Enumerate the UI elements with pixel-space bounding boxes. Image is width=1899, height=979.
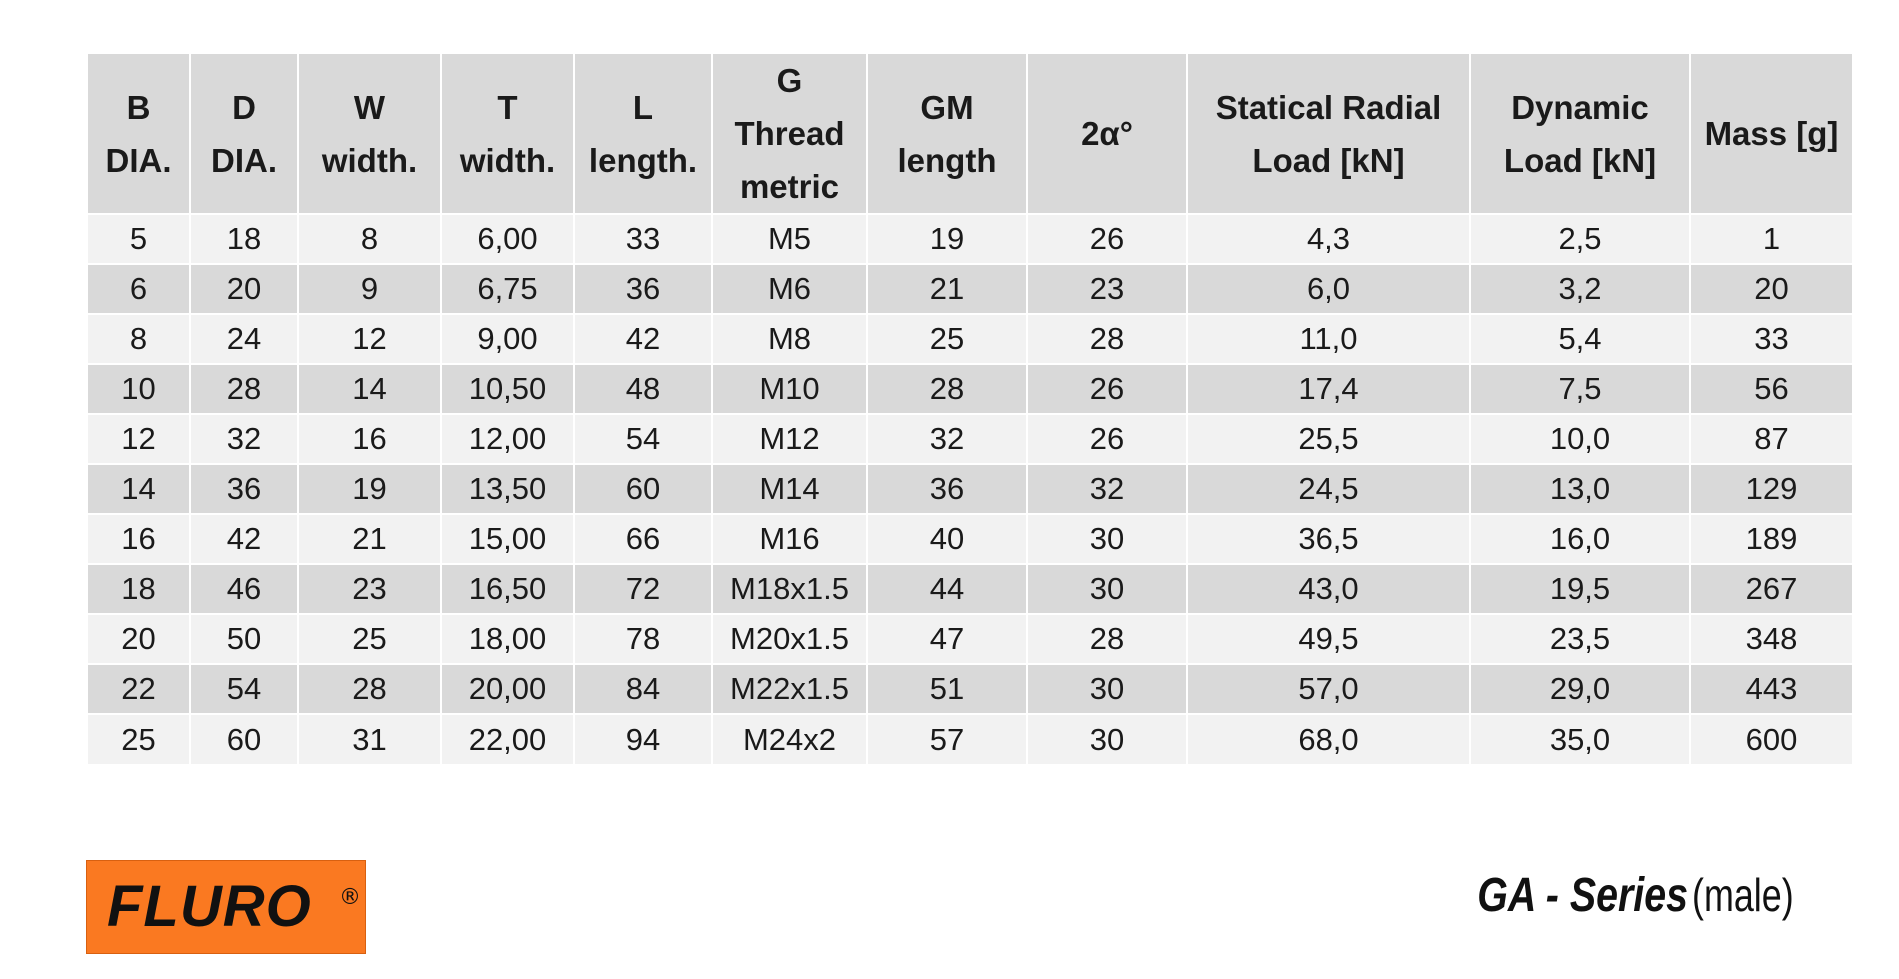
cell-mass: 189	[1745, 521, 1798, 556]
header-static-load-line-2: Load [kN]	[1252, 141, 1405, 179]
cell-static-load: 4,3	[1187, 214, 1470, 264]
cell-gm-length: 47	[867, 614, 1027, 664]
cell-d-dia: 18	[190, 214, 298, 264]
cell-g-thread: M8	[712, 314, 867, 364]
cell-d-dia: 36	[190, 464, 298, 514]
cell-g-thread: M5	[712, 214, 867, 264]
cell-static-load: 43,0	[1187, 564, 1470, 614]
cell-l-length: 42	[574, 314, 712, 364]
cell-t-width: 15,00	[441, 514, 574, 564]
cell-static-load: 49,5	[1187, 614, 1470, 664]
header-l-length-line-1: L	[632, 88, 654, 126]
cell-angle: 30	[1027, 564, 1187, 614]
cell-angle: 26	[1027, 414, 1187, 464]
cell-b-dia: 22	[88, 664, 190, 714]
cell-g-thread: M22x1.5	[712, 664, 867, 714]
cell-angle: 23	[1027, 264, 1187, 314]
table-row	[88, 314, 1852, 364]
cell-g-thread: M14	[712, 464, 867, 514]
table-row	[88, 664, 1852, 714]
cell-b-dia: 6	[88, 264, 190, 314]
table-row	[88, 614, 1852, 664]
cell-dynamic-load: 2,5	[1470, 214, 1690, 264]
cell-angle: 30	[1027, 664, 1187, 714]
cell-g-thread: M16	[712, 514, 867, 564]
header-g-thread	[712, 54, 867, 214]
cell-gm-length: 25	[867, 314, 1027, 364]
cell-mass: 267	[1745, 571, 1798, 606]
header-t-width-line-2: width.	[459, 141, 556, 179]
cell-static-load: 17,4	[1187, 364, 1470, 414]
series-name: GA - Series	[1476, 869, 1688, 922]
cell-static-load: 57,0	[1187, 664, 1470, 714]
table-row	[88, 464, 1852, 514]
cell-l-length: 66	[574, 514, 712, 564]
cell-l-length: 60	[574, 464, 712, 514]
table-row	[88, 264, 1852, 314]
cell-b-dia: 20	[88, 614, 190, 664]
cell-gm-length: 21	[867, 264, 1027, 314]
cell-dynamic-load: 5,4	[1470, 314, 1690, 364]
header-d-dia-line-1: D	[232, 88, 256, 126]
cell-w-width: 23	[298, 564, 441, 614]
cell-d-dia: 54	[190, 664, 298, 714]
cell-t-width: 10,50	[441, 364, 574, 414]
cell-d-dia: 50	[190, 614, 298, 664]
header-b-dia-line-1: B	[126, 88, 151, 126]
logo-text: FLURO	[107, 874, 312, 939]
header-dynamic-load	[1470, 54, 1690, 214]
cell-gm-length: 28	[867, 364, 1027, 414]
cell-angle: 28	[1027, 314, 1187, 364]
header-w-width-line-2: width.	[321, 141, 418, 179]
header-b-dia	[88, 54, 190, 214]
cell-gm-length: 44	[867, 564, 1027, 614]
cell-mass: 33	[1754, 321, 1789, 356]
cell-static-load: 6,0	[1187, 264, 1470, 314]
cell-d-dia: 42	[190, 514, 298, 564]
cell-b-dia: 16	[88, 514, 190, 564]
registered-mark: ®	[339, 885, 361, 910]
cell-w-width: 16	[298, 414, 441, 464]
cell-angle: 30	[1027, 714, 1187, 764]
cell-g-thread: M6	[712, 264, 867, 314]
cell-d-dia: 20	[190, 264, 298, 314]
cell-angle: 26	[1027, 214, 1187, 264]
header-g-thread-line-3: metric	[739, 168, 840, 205]
header-g-thread-line-2: Thread	[734, 115, 845, 152]
header-dynamic-load-line-2: Load [kN]	[1503, 141, 1657, 179]
cell-b-dia: 10	[88, 364, 190, 414]
table-header	[88, 54, 1852, 214]
cell-w-width: 8	[298, 214, 441, 264]
header-b-dia-line-2: DIA.	[105, 141, 172, 179]
cell-gm-length: 57	[867, 714, 1027, 764]
table-row	[88, 364, 1852, 414]
header-mass	[1690, 54, 1852, 214]
header-mass-label: Mass [g]	[1704, 115, 1839, 152]
cell-d-dia: 46	[190, 564, 298, 614]
cell-l-length: 54	[574, 414, 712, 464]
header-dynamic-load-line-1: Dynamic	[1511, 88, 1649, 126]
series-title	[1431, 868, 1822, 928]
cell-gm-length: 36	[867, 464, 1027, 514]
cell-t-width: 6,75	[441, 264, 574, 314]
cell-d-dia: 28	[190, 364, 298, 414]
cell-dynamic-load: 3,2	[1470, 264, 1690, 314]
header-l-length	[574, 54, 712, 214]
cell-gm-length: 19	[867, 214, 1027, 264]
header-angle	[1027, 54, 1187, 214]
cell-w-width: 21	[298, 514, 441, 564]
cell-gm-length: 40	[867, 514, 1027, 564]
series-variant: (male)	[1691, 869, 1794, 921]
cell-l-length: 84	[574, 664, 712, 714]
header-w-width-line-1: W	[353, 88, 386, 126]
cell-w-width: 19	[298, 464, 441, 514]
cell-t-width: 13,50	[441, 464, 574, 514]
cell-b-dia: 8	[88, 314, 190, 364]
header-w-width	[298, 54, 441, 214]
cell-b-dia: 25	[88, 714, 190, 764]
cell-t-width: 22,00	[441, 714, 574, 764]
cell-static-load: 24,5	[1187, 464, 1470, 514]
cell-angle: 32	[1027, 464, 1187, 514]
cell-l-length: 48	[574, 364, 712, 414]
cell-w-width: 12	[298, 314, 441, 364]
header-d-dia	[190, 54, 298, 214]
table-row	[88, 514, 1852, 564]
cell-static-load: 36,5	[1187, 514, 1470, 564]
cell-mass: 87	[1754, 421, 1789, 456]
cell-d-dia: 32	[190, 414, 298, 464]
cell-mass: 443	[1745, 671, 1798, 706]
fluro-logo	[86, 860, 366, 954]
cell-t-width: 9,00	[441, 314, 574, 364]
header-gm-length	[867, 54, 1027, 214]
table-row	[88, 714, 1852, 764]
cell-t-width: 6,00	[441, 214, 574, 264]
cell-static-load: 11,0	[1187, 314, 1470, 364]
cell-mass: 600	[1745, 721, 1798, 757]
cell-angle: 30	[1027, 514, 1187, 564]
cell-b-dia: 14	[88, 464, 190, 514]
header-t-width-line-1: T	[497, 88, 518, 126]
spec-table	[88, 54, 1852, 764]
cell-t-width: 16,50	[441, 564, 574, 614]
cell-b-dia: 12	[88, 414, 190, 464]
cell-g-thread: M12	[712, 414, 867, 464]
cell-angle: 28	[1027, 614, 1187, 664]
cell-mass: 20	[1754, 271, 1789, 306]
cell-l-length: 94	[574, 714, 712, 764]
header-static-load-line-1: Statical Radial	[1215, 88, 1442, 126]
header-angle-label: 2α°	[1081, 115, 1133, 152]
table-row	[88, 414, 1852, 464]
cell-dynamic-load: 23,5	[1470, 614, 1690, 664]
cell-t-width: 12,00	[441, 414, 574, 464]
cell-dynamic-load: 13,0	[1470, 464, 1690, 514]
header-gm-length-line-2: length	[897, 141, 997, 179]
cell-dynamic-load: 16,0	[1470, 514, 1690, 564]
cell-d-dia: 24	[190, 314, 298, 364]
cell-l-length: 33	[574, 214, 712, 264]
cell-gm-length: 32	[867, 414, 1027, 464]
header-static-load	[1187, 54, 1470, 214]
header-g-thread-line-1: G	[776, 62, 803, 99]
cell-g-thread: M10	[712, 364, 867, 414]
cell-l-length: 78	[574, 614, 712, 664]
header-t-width	[441, 54, 574, 214]
cell-l-length: 72	[574, 564, 712, 614]
cell-mass: 348	[1745, 621, 1798, 656]
cell-d-dia: 60	[190, 714, 298, 764]
cell-w-width: 9	[298, 264, 441, 314]
cell-dynamic-load: 19,5	[1470, 564, 1690, 614]
cell-angle: 26	[1027, 364, 1187, 414]
cell-mass: 56	[1754, 371, 1789, 406]
cell-b-dia: 5	[88, 214, 190, 264]
cell-t-width: 20,00	[441, 664, 574, 714]
header-row	[88, 54, 1852, 214]
cell-g-thread: M20x1.5	[712, 614, 867, 664]
cell-dynamic-load: 10,0	[1470, 414, 1690, 464]
cell-w-width: 14	[298, 364, 441, 414]
cell-gm-length: 51	[867, 664, 1027, 714]
cell-b-dia: 18	[88, 564, 190, 614]
cell-w-width: 25	[298, 614, 441, 664]
header-d-dia-line-2: DIA.	[211, 141, 277, 179]
cell-t-width: 18,00	[441, 614, 574, 664]
cell-dynamic-load: 29,0	[1470, 664, 1690, 714]
cell-g-thread: M24x2	[712, 714, 867, 764]
cell-l-length: 36	[574, 264, 712, 314]
table-body	[88, 214, 1852, 764]
header-l-length-line-2: length.	[588, 141, 698, 179]
cell-w-width: 31	[298, 714, 441, 764]
cell-dynamic-load: 7,5	[1470, 364, 1690, 414]
cell-mass: 129	[1745, 471, 1798, 506]
cell-mass: 1	[1762, 221, 1781, 256]
header-gm-length-line-1: GM	[920, 88, 974, 126]
cell-static-load: 68,0	[1187, 714, 1470, 764]
cell-dynamic-load: 35,0	[1470, 714, 1690, 764]
cell-w-width: 28	[298, 664, 441, 714]
table-row	[88, 564, 1852, 614]
cell-g-thread: M18x1.5	[712, 564, 867, 614]
table-row	[88, 214, 1852, 264]
cell-static-load: 25,5	[1187, 414, 1470, 464]
